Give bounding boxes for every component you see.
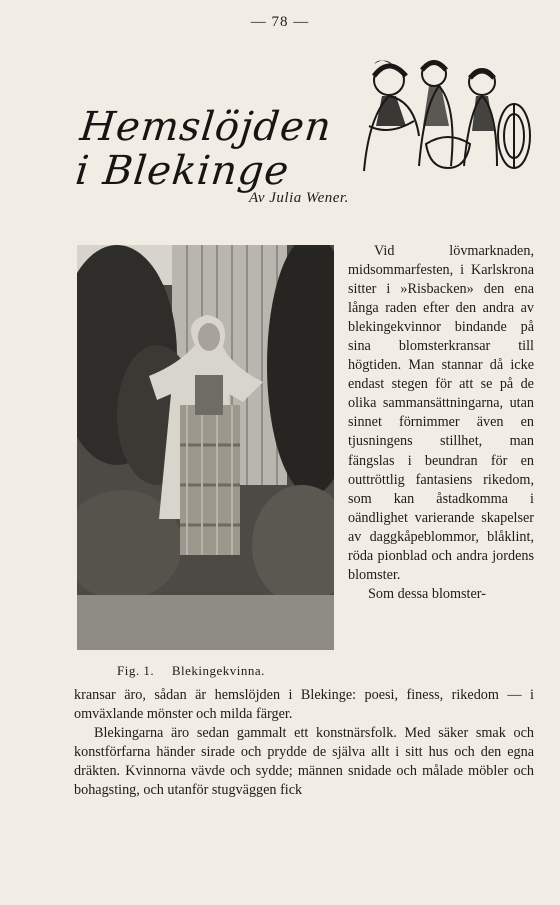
paragraph: Som dessa blomster- bbox=[368, 585, 486, 602]
photo-blekinge-woman bbox=[77, 245, 334, 650]
side-column-text bbox=[348, 242, 534, 604]
full-width-text bbox=[74, 686, 534, 800]
paragraph: Blekingarna äro sedan gammalt ett konstnärsfolk. Med säker smak och konstförfarna händer sirade och prydde de själva allt i sitt hus och den egna dräkten. Kvinnorna vävde och sydde; männen snidade och målade möbler och bohagsting, och utanför stugväggen fick bbox=[74, 725, 534, 799]
figure-caption bbox=[117, 663, 265, 679]
title-line-2: i Blekinge bbox=[73, 147, 292, 194]
title-block bbox=[72, 56, 537, 194]
paragraph: kransar äro, sådan är hemslöjden i Blekinge: poesi, finess, rikedom — i omväxlande mönster och milda färger. bbox=[74, 687, 534, 723]
paragraph: Vid lövmarknaden, midsommarfesten, i Karlskrona sitter i »Risbacken» den ena långa raden efter den andra av blekingekvinnor bindande på sina blomsterkransar till högtiden. Man stannar då icke endast stegen för att se på de olika sammansättningarna, utan sinnet förnimmer även en tjusningens stillhet, man fängslas i beundran för en outtröttlig fantasiens rikedom, som kan åstadkomma i oändlighet varierande skapelser av daggkåpeblommor, blåklint, röda pionblad och andra jordens blomster. bbox=[348, 243, 534, 583]
page-number: — 78 — bbox=[250, 14, 310, 30]
byline: Av Julia Wener. bbox=[249, 190, 349, 206]
figure-caption-text: Blekingekvinna. bbox=[171, 663, 265, 678]
title-line-1: Hemslöjden bbox=[77, 103, 335, 150]
craftspeople-illustration bbox=[334, 56, 534, 176]
article-title bbox=[73, 105, 334, 193]
figure-label: Fig. 1. bbox=[117, 663, 155, 678]
